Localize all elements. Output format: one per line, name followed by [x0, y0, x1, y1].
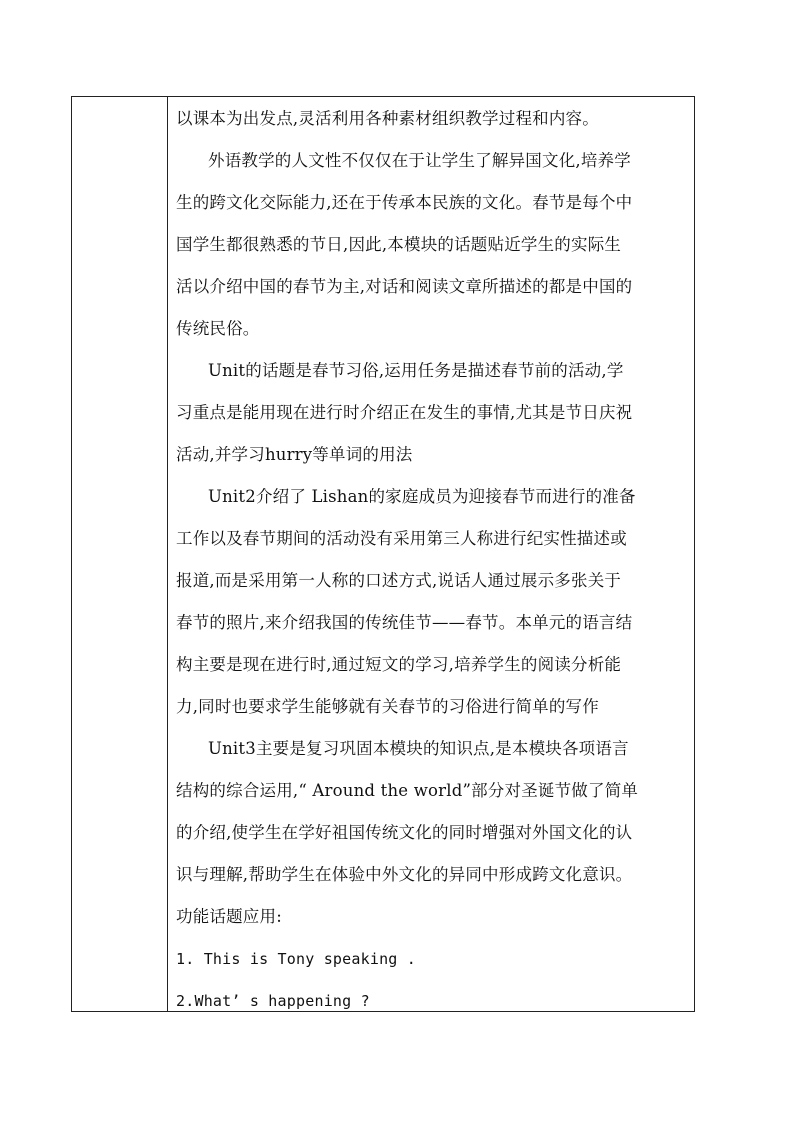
paragraph-line: 生的跨文化交际能力,还在于传承本民族的文化。春节是每个中	[176, 193, 633, 212]
paragraph-line: Unit2介绍了 Lishan的家庭成员为迎接春节而进行的准备	[208, 487, 636, 506]
paragraph-line: 活动,并学习hurry等单词的用法	[176, 445, 413, 464]
paragraph-line: 工作以及春节期间的活动没有采用第三人称进行纪实性描述或	[176, 529, 627, 548]
paragraph-line: 力,同时也要求学生能够就有关春节的习俗进行简单的写作	[176, 697, 599, 716]
paragraph-line: 报道,而是采用第一人称的口述方式,说话人通过展示多张关于	[176, 571, 622, 590]
paragraph-line: Unit3主要是复习巩固本模块的知识点,是本模块各项语言	[208, 739, 629, 758]
list-item: 2.What’ s happening ?	[176, 992, 370, 1010]
paragraph-line: 习重点是能用现在进行时介绍正在发生的事情,尤其是节日庆祝	[176, 403, 633, 422]
paragraph-line: 春节的照片,来介绍我国的传统佳节——春节。本单元的语言结	[176, 613, 633, 632]
paragraph-line: 国学生都很熟悉的节日,因此,本模块的话题贴近学生的实际生	[176, 235, 622, 254]
paragraph-line: 结构的综合运用,“ Around the world”部分对圣诞节做了简单	[176, 781, 639, 800]
list-item: 1. This is Tony speaking .	[176, 950, 416, 968]
table-label-cell	[72, 97, 168, 1011]
paragraph-line: 传统民俗。	[176, 319, 260, 338]
paragraph-line: Unit的话题是春节习俗,运用任务是描述春节前的活动,学	[208, 361, 624, 380]
content-table	[71, 96, 695, 1012]
section-heading: 功能话题应用:	[176, 907, 282, 926]
paragraph-line: 构主要是现在进行时,通过短文的学习,培养学生的阅读分析能	[176, 655, 622, 674]
paragraph-line: 外语教学的人文性不仅仅在于让学生了解异国文化,培养学	[208, 151, 631, 170]
table-content-cell	[168, 97, 694, 1011]
paragraph-line: 活以介绍中国的春节为主,对话和阅读文章所描述的都是中国的	[176, 277, 633, 296]
paragraph-line: 识与理解,帮助学生在体验中外文化的异同中形成跨文化意识。	[176, 865, 633, 884]
paragraph-line: 以课本为出发点,灵活利用各种素材组织教学过程和内容。	[176, 109, 599, 128]
paragraph-line: 的介绍,使学生在学好祖国传统文化的同时增强对外国文化的认	[176, 823, 633, 842]
